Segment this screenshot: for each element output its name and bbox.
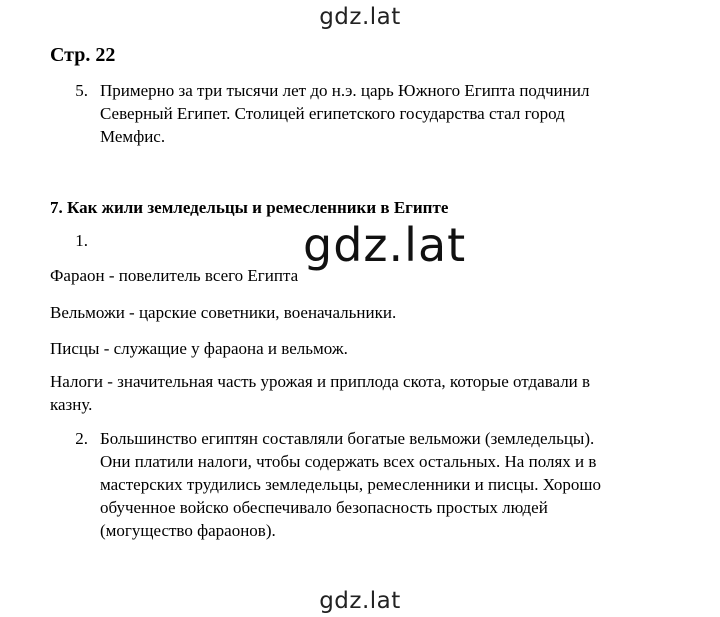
text-line: обученное войско обеспечивало безопасность простых людей — [100, 498, 548, 517]
list-item-text — [100, 79, 680, 148]
section-heading: 7. Как жили земледельцы и ремесленники в Египте — [50, 198, 449, 217]
text-line: Налоги - значительная часть урожая и приплода скота, которые отдавали в — [50, 372, 591, 391]
list-item-5 — [50, 79, 680, 148]
text-line: (могущество фараонов). — [100, 521, 276, 540]
definition-pistsy: Писцы - служащие у фараона и вельмож. — [50, 339, 348, 358]
text-line: Примерно за три тысячи лет до н.э. царь Южного Египта подчинил — [100, 81, 590, 100]
numbered-list-page-22 — [50, 79, 680, 148]
text-line: мастерских трудились земледельцы, ремесленники и писцы. Хорошо — [100, 475, 602, 494]
definition-velmozhi: Вельможи - царские советники, военачальники. — [50, 303, 397, 322]
list-item-number: 1. — [75, 231, 88, 250]
list-item-number: 2. — [75, 429, 88, 448]
watermark-top: gdz.lat — [319, 4, 401, 30]
text-line: казну. — [50, 395, 93, 414]
list-item-number: 5. — [75, 81, 88, 100]
watermark-middle: gdz.lat — [303, 218, 467, 272]
text-line: Северный Египет. Столицей египетского государства стал город — [100, 104, 565, 123]
text-line: Они платили налоги, чтобы содержать всех остальных. На полях и в — [100, 452, 597, 471]
watermark-bottom: gdz.lat — [319, 588, 401, 614]
list-item-2 — [50, 427, 680, 542]
text-line: Мемфис. — [100, 127, 166, 146]
definition-faraon: Фараон - повелитель всего Египта — [50, 266, 299, 285]
text-line: Большинство египтян составляли богатые вельможи (земледельцы). — [100, 429, 595, 448]
definition-nalogi — [50, 370, 690, 416]
page-heading: Стр. 22 — [50, 44, 116, 66]
numbered-list-section-7-b — [50, 427, 680, 542]
list-item-text — [100, 427, 680, 542]
